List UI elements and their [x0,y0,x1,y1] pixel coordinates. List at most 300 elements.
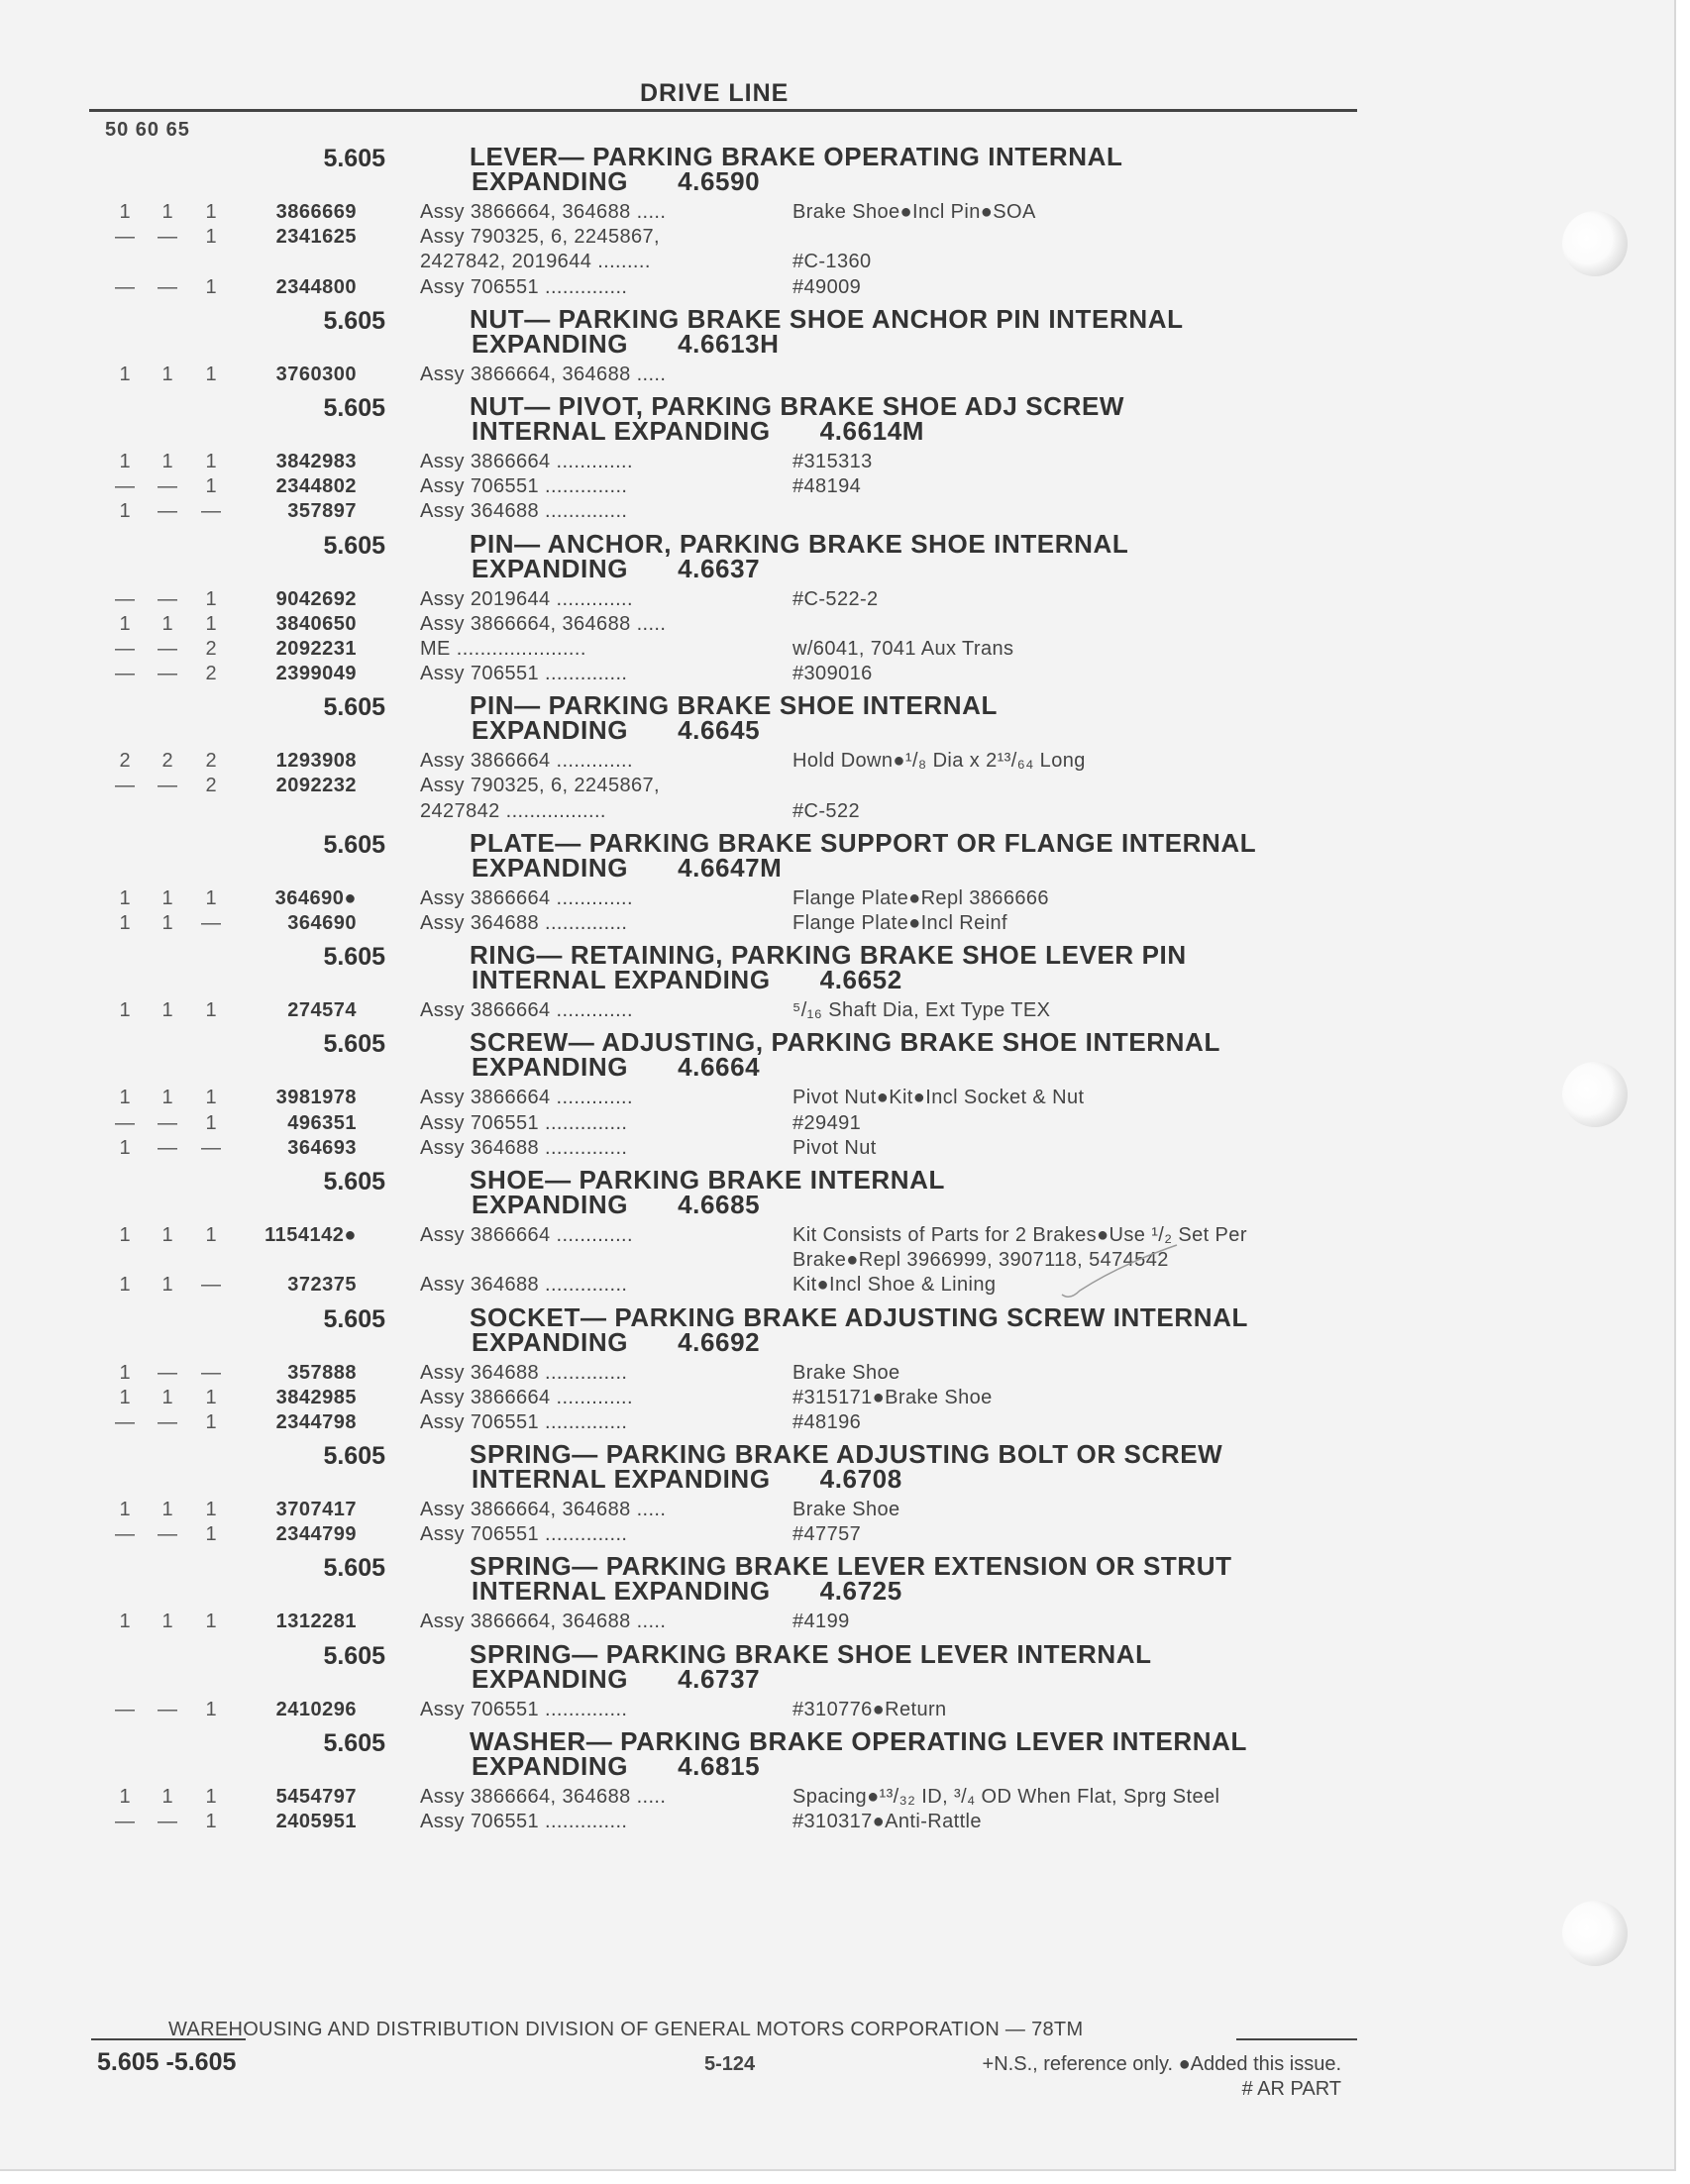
section-title-line1: LEVER— PARKING BRAKE OPERATING INTERNAL [470,142,1123,171]
assembly-ref: Assy 364688 .............. [420,912,628,934]
qty-50: — [115,1111,135,1134]
section-header [0,1551,1387,1611]
qty-50: — [115,1698,135,1720]
section-title-line1: SCREW— ADJUSTING, PARKING BRAKE SHOE INTERNAL [470,1027,1220,1058]
section-title-line2-text: EXPANDING [472,1326,629,1357]
qty-50: 1 [119,886,131,909]
part-note: #C-522-2 [792,587,879,610]
part-section [0,1301,1387,1443]
qty-50: — [115,475,135,498]
part-number: 1154142● [264,1223,357,1246]
section-title-line2-text: INTERNAL EXPANDING [472,1576,771,1607]
part-number: 3981978 [275,1087,357,1109]
qty-65: 1 [205,1499,217,1521]
part-section [0,1638,1387,1729]
qty-50: 1 [119,1386,131,1408]
part-note: #48196 [792,1410,862,1433]
qty-50: 1 [119,1611,131,1633]
part-note: #315313 [792,450,873,472]
part-number: 2341625 [275,226,357,249]
assembly-ref: Assy 3866664 ............. [420,1223,633,1246]
qty-50: 1 [119,1785,131,1808]
assembly-ref: Assy 3866664 ............. [420,886,633,909]
part-row [0,1523,1387,1548]
part-number: 372375 [287,1274,357,1297]
section-header [0,940,1387,999]
part-note: #4199 [792,1611,850,1633]
qty-50: — [115,663,135,685]
qty-50: 1 [119,500,131,523]
qty-60: — [158,1811,177,1832]
section-code: 5.605 [323,693,385,722]
qty-65: 1 [205,275,217,298]
section-title-line2-text: INTERNAL EXPANDING [472,965,771,995]
part-row [0,588,1387,613]
qty-65: 1 [205,1087,217,1109]
assembly-ref: Assy 706551 .............. [420,663,628,685]
part-note: Kit Consists of Parts for 2 Brakes●Use ¹/₂ Set Per [792,1223,1247,1246]
section-title-line1: SPRING— PARKING BRAKE SHOE LEVER INTERNAL [470,1638,1152,1669]
footer-rule-right [1236,2038,1357,2040]
section-title-line2-text: INTERNAL EXPANDING [472,1464,771,1495]
section-title [470,528,1129,583]
qty-50: — [115,1410,135,1433]
part-note: Brake Shoe [792,1499,900,1521]
parts-listing [0,142,1387,1841]
assembly-ref: Assy 790325, 6, 2245867, [420,226,661,249]
part-row [0,364,1387,388]
qty-65: — [201,912,221,934]
part-section [0,690,1387,831]
section-title-line2 [470,166,1122,196]
part-note: #310317●Anti-Rattle [792,1811,982,1832]
part-section [0,1551,1387,1641]
qty-65: 1 [205,1523,217,1546]
qty-65: 1 [205,1410,217,1433]
part-row [0,912,1387,937]
part-note: #48194 [792,475,862,498]
part-row [0,1249,1387,1274]
section-number: 4.6647M [678,852,783,883]
qty-65: 1 [205,1611,217,1633]
qty-50: 1 [119,912,131,934]
section-number: 4.6613H [678,328,780,359]
qty-65: 1 [205,1785,217,1808]
section-title-line2 [470,1750,1247,1781]
qty-60: — [158,1698,177,1720]
section-title [470,1551,1232,1607]
part-section [0,1725,1387,1841]
qty-50: 1 [119,1136,131,1159]
section-title-line2 [470,852,1256,883]
section-spacer [0,1835,1387,1841]
part-row [0,1224,1387,1249]
qty-65: 1 [205,1811,217,1832]
part-row [0,1786,1387,1811]
section-code: 5.605 [323,145,385,172]
part-number: 3842985 [275,1386,357,1408]
qty-65: 2 [205,750,217,773]
qty-60: 1 [161,1223,173,1246]
qty-60: 1 [161,1499,173,1521]
qty-60: — [158,637,177,660]
part-number: 3842983 [275,450,357,472]
qty-50: 1 [119,450,131,472]
part-note: #C-522 [792,799,860,822]
page-number: 5-124 [704,2053,756,2075]
section-title [470,390,1125,446]
part-number: 496351 [287,1111,357,1134]
qty-65: 1 [205,201,217,223]
section-title-line1: PIN— ANCHOR, PARKING BRAKE SHOE INTERNAL [470,528,1129,559]
qty-60: 1 [161,999,173,1022]
qty-50: 1 [119,1087,131,1109]
section-title [470,142,1123,196]
part-row [0,1611,1387,1635]
assembly-ref: Assy 706551 .............. [420,1811,628,1832]
qty-60: — [158,1361,177,1384]
part-number: 2399049 [275,663,357,685]
part-section [0,827,1387,943]
part-note: Hold Down●¹/₈ Dia x 2¹³/₆₄ Long [792,750,1086,773]
part-section [0,528,1387,694]
part-number: 357897 [287,500,357,523]
part-note: w/6041, 7041 Aux Trans [792,637,1014,660]
header-rule [89,109,1357,112]
qty-50: 1 [119,201,131,223]
qty-50: 1 [119,999,131,1022]
section-header [0,1164,1387,1224]
assembly-ref: Assy 3866664 ............. [420,1087,633,1109]
assembly-ref: Assy 3866664, 364688 ..... [420,363,667,385]
part-number: 2344799 [275,1523,357,1546]
section-code: 5.605 [323,393,385,422]
qty-60: — [158,775,177,797]
qty-50: 1 [119,1274,131,1297]
part-note: #49009 [792,275,862,298]
qty-65: 2 [205,775,217,797]
part-row [0,1274,1387,1299]
section-title-line2 [470,1663,1152,1694]
qty-60: — [158,500,177,523]
qty-50: 1 [119,1361,131,1384]
section-title [470,1164,946,1219]
part-row [0,276,1387,301]
part-row [0,1137,1387,1162]
part-row [0,1811,1387,1835]
section-code: 5.605 [323,943,385,972]
section-number: 4.6815 [678,1750,761,1781]
footer-code-range: 5.605 -5.605 [97,2048,237,2076]
qty-65: 1 [205,363,217,385]
qty-65: 1 [205,886,217,909]
part-note: Flange Plate●Repl 3866666 [792,886,1049,909]
part-number: 2405951 [275,1811,357,1832]
part-number: 1312281 [275,1611,357,1633]
section-number: 4.6725 [819,1576,902,1607]
assembly-ref: Assy 364688 .............. [420,1274,628,1297]
section-title-line2 [470,415,1124,446]
qty-60: 1 [161,1274,173,1297]
section-title-line1: SHOE— PARKING BRAKE INTERNAL [470,1164,946,1195]
qty-50: — [115,1811,135,1832]
part-note: #29491 [792,1111,862,1134]
assembly-ref: Assy 3866664 ............. [420,1386,633,1408]
section-title-line2-text: EXPANDING [472,328,629,359]
assembly-ref: Assy 790325, 6, 2245867, [420,775,661,797]
assembly-ref: Assy 364688 .............. [420,500,628,523]
section-code: 5.605 [323,1641,385,1670]
qty-50: — [115,275,135,298]
footer-ar-part: # AR PART [1241,2078,1341,2100]
part-number: 3760300 [275,363,357,385]
qty-65: — [201,1361,221,1384]
section-number: 4.6590 [678,166,761,196]
assembly-ref: Assy 706551 .............. [420,1523,628,1546]
qty-65: 1 [205,1386,217,1408]
qty-65: 1 [205,450,217,472]
section-number: 4.6645 [678,715,761,746]
section-title-line2-text: EXPANDING [472,166,629,196]
part-row [0,451,1387,475]
qty-60: — [158,275,177,298]
section-title-line2-text: EXPANDING [472,715,629,746]
section-title-line1: NUT— PIVOT, PARKING BRAKE SHOE ADJ SCREW [470,390,1125,421]
qty-65: 2 [205,637,217,660]
section-code: 5.605 [323,1030,385,1059]
qty-50: 1 [119,612,131,635]
section-title-line1: RING— RETAINING, PARKING BRAKE SHOE LEVER PIN [470,940,1187,971]
section-header [0,1301,1387,1362]
qty-60: 1 [161,450,173,472]
qty-65: 1 [205,475,217,498]
qty-60: 1 [161,612,173,635]
qty-60: — [158,1523,177,1546]
section-title-line2 [470,1326,1248,1357]
section-title-line1: SPRING— PARKING BRAKE ADJUSTING BOLT OR SCREW [470,1439,1223,1470]
part-number: 2092231 [275,637,357,660]
part-note: #C-1360 [792,251,872,273]
section-number: 4.6652 [819,965,902,995]
qty-65: 2 [205,663,217,685]
part-number: 2410296 [275,1698,357,1720]
qty-50: — [115,637,135,660]
qty-50: — [115,587,135,610]
section-code: 5.605 [323,830,385,859]
part-number: 3707417 [275,1499,357,1521]
part-number: 5454797 [275,1785,357,1808]
part-number: 3840650 [275,612,357,635]
qty-65: 1 [205,587,217,610]
qty-65: 1 [205,999,217,1022]
part-note: Flange Plate●Incl Reinf [792,912,1007,934]
qty-65: 1 [205,1223,217,1246]
part-section [0,1164,1387,1305]
assembly-ref: Assy 3866664 ............. [420,750,633,773]
part-row [0,1387,1387,1411]
pencil-mark [1060,1243,1179,1302]
section-title-line2 [470,553,1128,583]
part-row [0,226,1387,251]
part-number: 2344802 [275,475,357,498]
section-title-line2-text: EXPANDING [472,1052,629,1083]
section-header [0,1638,1387,1699]
section-header [0,303,1387,364]
section-number: 4.6692 [678,1326,761,1357]
section-header [0,528,1387,588]
part-note: Kit●Incl Shoe & Lining [792,1274,997,1297]
qty-60: — [158,1111,177,1134]
section-title-line2 [470,1464,1222,1495]
part-section [0,940,1387,1030]
qty-65: 1 [205,226,217,249]
assembly-ref: Assy 706551 .............. [420,1410,628,1433]
qty-60: — [158,1410,177,1433]
part-note: Brake●Repl 3966999, 3907118, 5474542 [792,1249,1169,1272]
model-columns-header: 50 60 65 [105,119,190,141]
assembly-ref: 2427842, 2019644 ......... [420,251,651,273]
footer-division: WAREHOUSING AND DISTRIBUTION DIVISION OF GENERAL MOTORS CORPORATION — 78TM [168,2019,1084,2040]
section-number: 4.6664 [678,1052,761,1083]
section-title-line2-text: INTERNAL EXPANDING [472,415,771,446]
assembly-ref: Assy 706551 .............. [420,1698,628,1720]
part-note: #315171●Brake Shoe [792,1386,993,1408]
binder-hole [1562,1062,1628,1127]
part-number: 2344800 [275,275,357,298]
assembly-ref: 2427842 ................. [420,799,606,822]
section-title-line2-text: EXPANDING [472,1663,629,1694]
section-title [470,690,998,746]
section-title-line2 [470,1052,1220,1083]
part-note: #47757 [792,1523,862,1546]
part-number: 1293908 [275,750,357,773]
part-section [0,390,1387,532]
assembly-ref: Assy 3866664 ............. [420,450,633,472]
assembly-ref: Assy 364688 .............. [420,1361,628,1384]
part-row [0,1499,1387,1523]
qty-60: 1 [161,1611,173,1633]
section-header [0,690,1387,750]
part-note: Brake Shoe●Incl Pin●SOA [792,201,1036,223]
part-row [0,613,1387,638]
part-section [0,1027,1387,1168]
part-number: 3866669 [275,201,357,223]
assembly-ref: ME ...................... [420,637,586,660]
page-title: DRIVE LINE [640,79,790,107]
qty-65: — [201,500,221,523]
section-title [470,1301,1248,1357]
assembly-ref: Assy 2019644 ............. [420,587,633,610]
assembly-ref: Assy 3866664, 364688 ..... [420,1611,667,1633]
footer-legend: +N.S., reference only. ●Added this issue. [982,2053,1341,2075]
part-row [0,475,1387,500]
section-code: 5.605 [323,531,385,560]
qty-50: 1 [119,1499,131,1521]
qty-60: — [158,475,177,498]
section-title-line2-text: EXPANDING [472,553,629,583]
section-number: 4.6737 [678,1663,761,1694]
section-number: 4.6708 [819,1464,902,1495]
qty-50: 1 [119,1223,131,1246]
section-title-line2-text: EXPANDING [472,1189,629,1219]
section-code: 5.605 [323,1554,385,1583]
qty-60: 1 [161,201,173,223]
qty-65: — [201,1274,221,1297]
section-code: 5.605 [323,1167,385,1196]
section-header [0,390,1387,451]
section-title [470,1725,1248,1781]
qty-60: 1 [161,363,173,385]
part-number: 364690● [274,886,357,909]
part-number: 2344798 [275,1410,357,1433]
section-title-line1: WASHER— PARKING BRAKE OPERATING LEVER INTERNAL [470,1725,1248,1756]
qty-60: — [158,226,177,249]
section-title-line1: PIN— PARKING BRAKE SHOE INTERNAL [470,690,998,721]
qty-65: 1 [205,612,217,635]
qty-60: 1 [161,912,173,934]
section-title-line2 [470,965,1187,995]
part-number: 274574 [287,999,357,1022]
part-note: Brake Shoe [792,1361,900,1384]
section-title-line2-text: EXPANDING [472,852,629,883]
section-title-line1: PLATE— PARKING BRAKE SUPPORT OR FLANGE INTERNAL [470,827,1257,858]
assembly-ref: Assy 706551 .............. [420,1111,628,1134]
section-code: 5.605 [323,1442,385,1471]
assembly-ref: Assy 3866664, 364688 ..... [420,201,667,223]
part-number: 9042692 [275,587,357,610]
qty-65: — [201,1136,221,1159]
binder-hole [1562,1901,1628,1966]
part-row [0,201,1387,226]
part-note: Spacing●¹³/₃₂ ID, ³/₄ OD When Flat, Sprg Steel [792,1785,1220,1808]
section-title [470,1638,1152,1694]
section-title-line2 [470,715,998,746]
part-row [0,750,1387,775]
section-code: 5.605 [323,1304,385,1333]
assembly-ref: Assy 3866664, 364688 ..... [420,612,667,635]
assembly-ref: Assy 3866664, 364688 ..... [420,1785,667,1808]
section-header [0,1439,1387,1499]
assembly-ref: Assy 706551 .............. [420,475,628,498]
part-row [0,500,1387,525]
section-title-line1: SPRING— PARKING BRAKE LEVER EXTENSION OR STRUT [470,1551,1232,1582]
section-header [0,142,1387,201]
part-row [0,1699,1387,1723]
part-note: Pivot Nut●Kit●Incl Socket & Nut [792,1087,1085,1109]
section-title-line2 [470,328,1184,359]
part-row [0,1411,1387,1436]
part-number: 364693 [287,1136,357,1159]
part-row [0,251,1387,275]
part-note: ⁵/₁₆ Shaft Dia, Ext Type TEX [792,999,1051,1022]
qty-60: — [158,587,177,610]
section-header [0,1027,1387,1087]
qty-60: 2 [161,750,173,773]
section-title [470,827,1257,883]
qty-60: 1 [161,886,173,909]
section-number: 4.6685 [678,1189,761,1219]
section-title-line2 [470,1189,945,1219]
part-note: Pivot Nut [792,1136,877,1159]
qty-65: 1 [205,1111,217,1134]
part-section [0,303,1387,394]
part-row [0,775,1387,799]
qty-60: — [158,663,177,685]
assembly-ref: Assy 364688 .............. [420,1136,628,1159]
section-code: 5.605 [323,306,385,335]
section-title-line2 [470,1576,1232,1607]
part-row [0,999,1387,1024]
